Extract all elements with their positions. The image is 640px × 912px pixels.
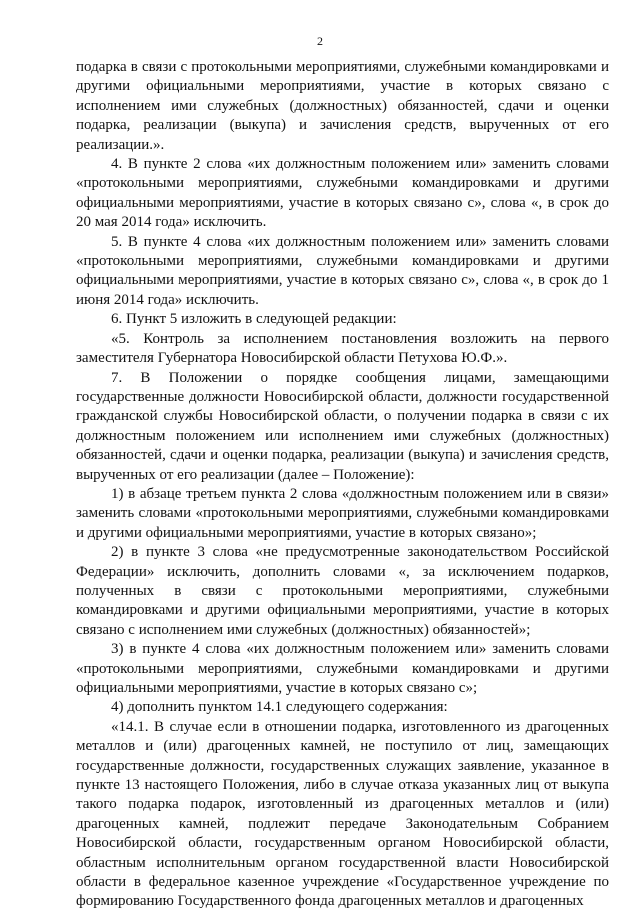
document-body: [76, 58, 609, 912]
paragraph-item-7: 7. В Положении о порядке сообщения лицами, замещающими государственные должности Новосибирской области, должности государственной гражданской службы Новосибирской области, о получении подарка в связи с их должностным положением или исполнением ими служебных (должностных) обязанностей, сдачи и оценки подарка, реализации (выкупа) и зачисления средств, вырученных от его реализации (далее – Положение):: [76, 369, 609, 483]
page-number: 2: [317, 34, 323, 48]
paragraph-item-4: 4. В пункте 2 слова «их должностным положением или» заменить словами «протокольными мероприятиями, служебными командировками и другими официальными мероприятиями, участие в которых связано с», слова «, в срок до 20 мая 2014 года» исключить.: [76, 156, 609, 231]
paragraph-subitem-2: 2) в пункте 3 слова «не предусмотренные законодательством Российской Федерации» исключить, дополнить словами «, за исключением подарков, полученных в связи с протокольными мероприятиями, служебными командировками и другими официальными мероприятиями, участие в которых связано с исполнением ими служебных (должностных) обязанностей»;: [76, 544, 609, 638]
paragraph-continuation: подарка в связи с протокольными мероприятиями, служебными командировками и другими официальными мероприятиями, участие в которых связано с исполнением ими служебных (должностных) обязанностей, сдачи и оценки подарка, реализации (выкупа) и зачисления средств, вырученных от его реализации.».: [76, 59, 609, 153]
paragraph-item-14-1: «14.1. В случае если в отношении подарка, изготовленного из драгоценных металлов и (или) драгоценных камней, не поступило от лиц, замещающих государственные должности, государственных служащих заявление, указанное в пункте 13 настоящего Положения, либо в случае отказа указанных лиц от выкупа такого подарка подарок, изготовленный из драгоценных металлов и (или) драгоценных камней, подлежит передаче Законодательным Собранием Новосибирской области, государственным органом Новосибирской области, областным исполнительным органом государственной власти Новосибирской области в федеральное казенное учреждение «Государственное учреждение по формированию Государственного фонда драгоценных металлов и драгоценных: [76, 718, 609, 910]
paragraph-item-6: 6. Пункт 5 изложить в следующей редакции:: [111, 311, 397, 328]
paragraph-item-5: 5. В пункте 4 слова «их должностным положением или» заменить словами «протокольными мероприятиями, служебными командировками и другими официальными мероприятиями, участие в которых связано с», слова «, в срок до 1 июня 2014 года» исключить.: [76, 233, 609, 308]
paragraph-subitem-3: 3) в пункте 4 слова «их должностным положением или» заменить словами «протокольными мероприятиями, служебными командировками и другими официальными мероприятиями, участие в которых связано с»;: [76, 641, 609, 696]
paragraph-subitem-4: 4) дополнить пунктом 14.1 следующего содержания:: [111, 699, 448, 716]
paragraph-subitem-1: 1) в абзаце третьем пункта 2 слова «должностным положением или в связи» заменить словами «протокольными мероприятиями, служебными командировками и другими официальными мероприятиями, участие в которых связано»;: [76, 485, 609, 541]
paragraph-item-6-text: «5. Контроль за исполнением постановления возложить на первого заместителя Губернатора Новосибирской области Петухова Ю.Ф.».: [76, 330, 609, 367]
